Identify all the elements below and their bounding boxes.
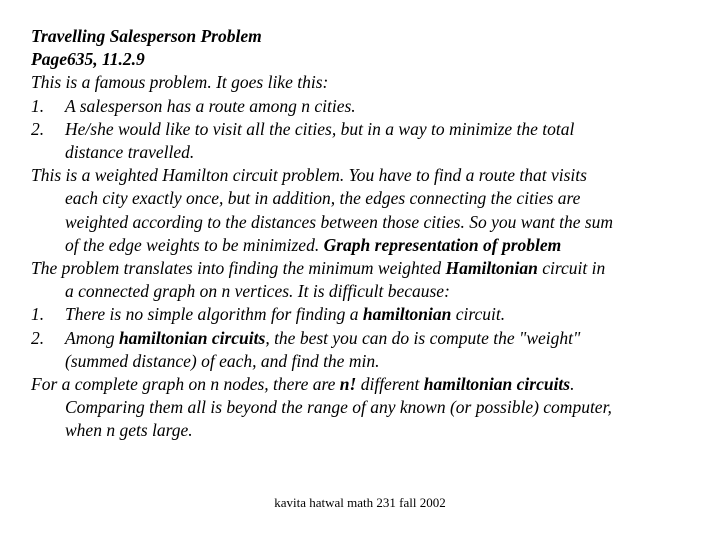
hamiltonian-term: hamiltonian circuits — [423, 374, 571, 395]
paragraph-line — [31, 234, 706, 257]
list-item-text: There is no simple algorithm for finding a — [65, 304, 363, 325]
list-item-continuation: distance travelled. — [65, 142, 195, 163]
list-item — [31, 327, 706, 350]
hamiltonian-term: hamiltonian circuits — [118, 327, 266, 348]
factorial-term: n! — [339, 374, 357, 395]
paragraph-line: Comparing them all is beyond the range of any known (or possible) computer, — [65, 397, 612, 418]
graph-representation-label: Graph representation of problem — [323, 234, 562, 255]
list-item — [31, 118, 706, 141]
slide-title: Travelling Salesperson Problem — [31, 26, 262, 46]
list-item-text: , the best you can do is compute the "weight" — [265, 327, 581, 348]
list-item — [31, 95, 706, 118]
paragraph-line: a connected graph on n vertices. It is difficult because: — [65, 281, 450, 302]
paragraph-text: The problem translates into finding the minimum weighted — [31, 258, 446, 279]
list-item-text: He/she would like to visit all the cities, but in a way to minimize the total — [65, 118, 575, 139]
list-item-continuation: (summed distance) of each, and find the min. — [65, 350, 380, 371]
list-item-text: A salesperson has a route among n cities. — [65, 95, 356, 116]
paragraph-text: . — [570, 374, 575, 395]
list-number: 2. — [31, 118, 45, 139]
list-number: 2. — [31, 327, 45, 348]
list-number: 1. — [31, 304, 45, 325]
paragraph-text: of the edge weights to be minimized. — [65, 234, 324, 255]
list-item — [31, 303, 706, 326]
page-reference: Page635, 11.2.9 — [31, 49, 145, 70]
list-number: 1. — [31, 95, 45, 116]
list-item-text: Among — [65, 327, 119, 348]
hamiltonian-term: hamiltonian — [362, 304, 452, 325]
paragraph-line: when n gets large. — [65, 420, 193, 441]
paragraph-line: each city exactly once, but in addition, the edges connecting the cities are — [65, 188, 581, 209]
slide-content — [31, 25, 706, 443]
paragraph-text: different — [356, 374, 424, 395]
paragraph-line — [31, 373, 706, 396]
slide-footer: kavita hatwal math 231 fall 2002 — [274, 495, 446, 510]
paragraph-text: circuit in — [537, 258, 606, 279]
hamiltonian-term: Hamiltonian — [445, 258, 538, 279]
paragraph-line: weighted according to the distances between those cities. So you want the sum — [65, 211, 614, 232]
paragraph-text: For a complete graph on n nodes, there are — [31, 374, 340, 395]
paragraph-line: This is a weighted Hamilton circuit problem. You have to find a route that visits — [31, 165, 587, 186]
list-item-text: circuit. — [451, 304, 506, 325]
intro-text: This is a famous problem. It goes like this: — [31, 72, 329, 93]
paragraph-line — [31, 257, 706, 280]
